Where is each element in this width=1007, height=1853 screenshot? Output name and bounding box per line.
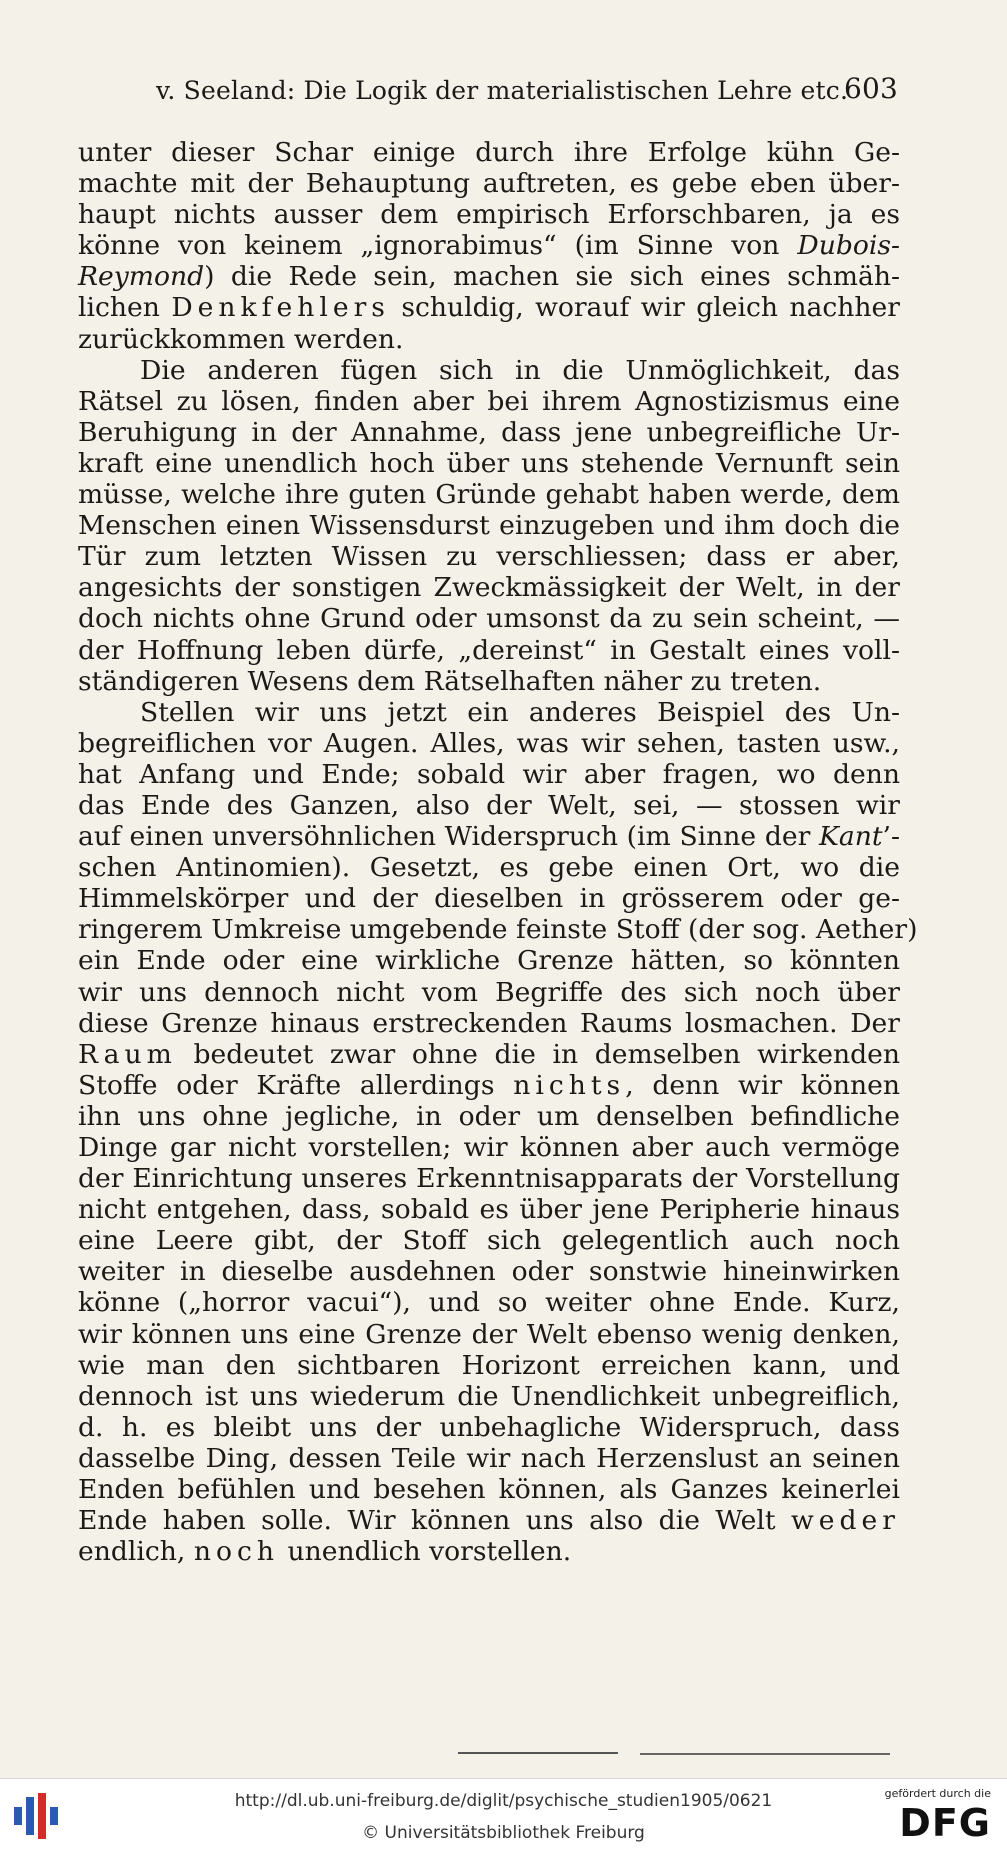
text-line: wie man den sichtbaren Horizont erreichen kann, und xyxy=(78,1349,900,1381)
page-number: 603 xyxy=(843,72,898,105)
text-line: Menschen einen Wissensdurst einzugeben und ihm doch die xyxy=(78,510,900,542)
footer-rule xyxy=(640,1753,890,1755)
body-text xyxy=(78,137,918,1568)
text-line: dasselbe Ding, dessen Teile wir nach Herzenslust an seinen xyxy=(78,1442,900,1474)
text-line: eine Leere gibt, der Stoff sich gelegentlich auch noch xyxy=(78,1225,900,1257)
author-name: Reymond xyxy=(78,261,205,293)
funding-note: gefördert durch die xyxy=(884,1787,991,1800)
text-line: machte mit der Behauptung auftreten, es gebe eben über- xyxy=(78,168,900,200)
text-line: lichen Denkfehlers schuldig, worauf wir gleich nachher xyxy=(78,292,900,324)
text-line: könne („horror vacui“), und so weiter ohne Ende. Kurz, xyxy=(78,1287,900,1319)
text-line: Tür zum letzten Wissen zu verschliessen; dass er aber, xyxy=(78,541,900,573)
text-line: Reymond) die Rede sein, machen sie sich eines schmäh- xyxy=(78,261,900,293)
text-line: ständigeren Wesens dem Rätselhaften näher zu treten. xyxy=(78,665,822,697)
text-line: doch nichts ohne Grund oder umsonst da zu sein scheint, — xyxy=(78,603,900,635)
text-line: könne von keinem „ignorabimus“ (im Sinne von Dubois- xyxy=(78,230,900,262)
viewer-footer xyxy=(0,1778,1007,1853)
author-name: Dubois- xyxy=(797,230,900,262)
text-line: Die anderen fügen sich in die Unmöglichkeit, das xyxy=(140,354,900,386)
emphasis-spaced: Denkfehlers xyxy=(171,292,390,324)
text-line: Beruhigung in der Annahme, dass jene unbegreifliche Ur- xyxy=(78,416,900,448)
text-line: dennoch ist uns wiederum die Unendlichkeit unbegreiflich, xyxy=(78,1380,900,1412)
text-line: wir können uns eine Grenze der Welt ebenso wenig denken, xyxy=(78,1318,900,1350)
emphasis-spaced: Raum xyxy=(78,1038,177,1070)
emphasis-spaced: weder xyxy=(791,1505,900,1537)
text-line: nicht entgehen, dass, sobald es über jene Peripherie hinaus xyxy=(78,1194,900,1226)
emphasis-spaced: noch xyxy=(193,1536,280,1568)
running-head xyxy=(78,72,898,112)
text-line: Stellen wir uns jetzt ein anderes Beispiel des Un- xyxy=(140,696,900,728)
dfg-logo-icon[interactable]: DFG xyxy=(899,1801,991,1845)
text-line: diese Grenze hinaus erstreckenden Raums losmachen. Der xyxy=(78,1007,900,1039)
footer-rule xyxy=(458,1752,618,1754)
text-line: Dinge gar nicht vorstellen; wir können aber auch vermöge xyxy=(78,1132,900,1163)
text-line: schen Antinomien). Gesetzt, es gebe einen Ort, wo die xyxy=(78,852,900,884)
text-line: d. h. es bleibt uns der unbehagliche Widerspruch, dass xyxy=(78,1411,900,1443)
text-line: ringerem Umkreise umgebende feinste Stoff (der sog. Aether) xyxy=(78,914,918,946)
text-line: endlich, noch unendlich vorstellen. xyxy=(78,1536,572,1568)
text-line: begreiflichen vor Augen. Alles, was wir sehen, tasten usw., xyxy=(78,727,900,759)
text-line: wir uns dennoch nicht vom Begriffe des sich noch über xyxy=(78,976,900,1008)
text-line: Raum bedeutet zwar ohne die in demselben wirkenden xyxy=(78,1038,900,1070)
text-line: das Ende des Ganzen, also der Welt, sei, — stossen wir xyxy=(78,789,900,821)
text-line: haupt nichts ausser dem empirisch Erforschbaren, ja es xyxy=(78,199,900,231)
text-line: Himmelskörper und der dieselben in grösserem oder ge- xyxy=(78,883,900,915)
copyright-notice: © Universitätsbibliothek Freiburg xyxy=(362,1823,645,1843)
text-line: weiter in dieselbe ausdehnen oder sonstwie hineinwirken xyxy=(78,1256,900,1288)
text-line: angesichts der sonstigen Zweckmässigkeit der Welt, in der xyxy=(78,572,900,604)
text-line: unter dieser Schar einige durch ihre Erfolge kühn Ge- xyxy=(78,137,900,168)
text-line: Enden befühlen und besehen können, als Ganzes keinerlei xyxy=(78,1474,900,1506)
text-line: müsse, welche ihre guten Gründe gehabt haben werde, dem xyxy=(78,479,900,511)
text-line: Rätsel zu lösen, finden aber bei ihrem Agnostizismus eine xyxy=(78,385,900,417)
text-line: kraft eine unendlich hoch über uns stehende Vernunft sein xyxy=(78,447,900,479)
text-line: der Hoffnung leben dürfe, „dereinst“ in Gestalt eines voll- xyxy=(78,634,900,666)
text-line: hat Anfang und Ende; sobald wir aber fragen, wo denn xyxy=(78,758,900,790)
author-name: Kant xyxy=(819,821,883,853)
text-line: auf einen unversöhnlichen Widerspruch (im Sinne der Kant’- xyxy=(78,821,900,853)
text-line: Ende haben solle. Wir können uns also die Welt weder xyxy=(78,1505,900,1537)
emphasis-spaced: nichts xyxy=(513,1069,626,1101)
text-line: zurückkommen werden. xyxy=(78,323,404,355)
text-line: Stoffe oder Kräfte allerdings nichts, denn wir können xyxy=(78,1069,900,1101)
text-line: ein Ende oder eine wirkliche Grenze hätten, so könnten xyxy=(78,945,900,977)
permalink-url[interactable]: http://dl.ub.uni-freiburg.de/diglit/psychische_studien1905/0621 xyxy=(234,1791,773,1811)
running-title: v. Seeland: Die Logik der materialistischen Lehre etc. xyxy=(156,76,849,105)
text-line: ihn uns ohne jegliche, in oder um denselben befindliche xyxy=(78,1100,900,1132)
text-line: der Einrichtung unseres Erkenntnisapparats der Vorstellung xyxy=(78,1163,900,1195)
